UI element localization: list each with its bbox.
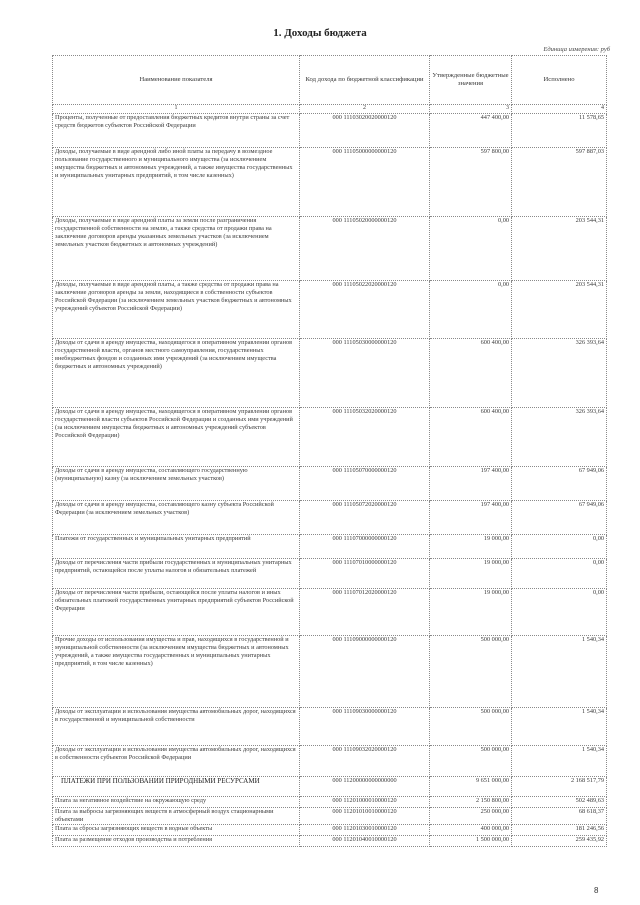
row-code: 000 11201000010000120 xyxy=(300,797,430,808)
row-executed: 259 435,92 xyxy=(512,836,607,847)
row-name: Доходы, получаемые в виде арендной либо иной платы за передачу в возмездное пользование государственного и муниципального имущества (за исключением имущества бюджетных и автономных учреждений, а также имущества государственных и муниципальных унитарных предприятий, в том числе казенных) xyxy=(53,148,300,217)
table-row xyxy=(53,501,607,535)
row-approved: 500 000,00 xyxy=(430,746,512,777)
table-row xyxy=(53,589,607,636)
row-code: 000 11109030000000120 xyxy=(300,708,430,746)
table-row xyxy=(53,408,607,467)
table-row xyxy=(53,217,607,281)
row-executed: 0,00 xyxy=(512,535,607,559)
row-code: 000 11105020000000120 xyxy=(300,217,430,281)
row-name: Доходы от перечисления части прибыли государственных и муниципальных унитарных предприятий, остающейся после уплаты налогов и обязательных платежей xyxy=(53,559,300,589)
row-approved: 1 500 000,00 xyxy=(430,836,512,847)
row-approved: 19 000,00 xyxy=(430,589,512,636)
table-row xyxy=(53,281,607,339)
table-row xyxy=(53,535,607,559)
row-executed: 67 949,06 xyxy=(512,501,607,535)
column-number-row xyxy=(53,105,607,114)
table-row xyxy=(53,559,607,589)
row-code: 000 11107010000000120 xyxy=(300,559,430,589)
row-code: 000 11105022020000120 xyxy=(300,281,430,339)
row-code: 000 11201040010000120 xyxy=(300,836,430,847)
unit-label: Единица измерения: руб xyxy=(543,46,610,53)
row-code: 000 11105072020000120 xyxy=(300,501,430,535)
row-code: 000 11107012020000120 xyxy=(300,589,430,636)
row-executed: 0,00 xyxy=(512,589,607,636)
row-executed: 326 393,64 xyxy=(512,339,607,408)
row-approved: 2 150 800,00 xyxy=(430,797,512,808)
row-executed: 2 168 517,79 xyxy=(512,777,607,797)
table-row xyxy=(53,746,607,777)
table-row-section xyxy=(53,777,607,797)
column-number: 2 xyxy=(300,105,430,114)
row-approved: 0,00 xyxy=(430,281,512,339)
column-number: 1 xyxy=(53,105,300,114)
row-code: 000 11201010010000120 xyxy=(300,808,430,825)
row-executed: 181 246,56 xyxy=(512,825,607,836)
row-name: Доходы от эксплуатации и использования имущества автомобильных дорог, находящихся в государственной и муниципальной собственности xyxy=(53,708,300,746)
row-approved: 197 400,00 xyxy=(430,467,512,501)
row-code: 000 11109032020000120 xyxy=(300,746,430,777)
row-executed: 1 540,34 xyxy=(512,708,607,746)
table-row xyxy=(53,148,607,217)
row-name: Доходы, получаемые в виде арендной платы, а также средства от продажи права на заключение договоров аренды за земли, находящиеся в собственности субъектов Российской Федерации (за исключением земельных участков бюджетных и автономных учреждений субъектов Российской Федерации) xyxy=(53,281,300,339)
row-name: Доходы от сдачи в аренду имущества, составляющего государственную (муниципальную) казну (за исключением земельных участков) xyxy=(53,467,300,501)
row-name: Платежи от государственных и муниципальных унитарных предприятий xyxy=(53,535,300,559)
row-name: Проценты, полученные от предоставления бюджетных кредитов внутри страны за счет средств бюджетов субъектов Российской Федерации xyxy=(53,114,300,148)
row-code: 000 11103020020000120 xyxy=(300,114,430,148)
row-executed: 68 618,37 xyxy=(512,808,607,825)
row-name: Доходы от перечисления части прибыли, остающейся после уплаты налогов и иных обязательных платежей государственных унитарных предприятий субъектов Российской Федерации xyxy=(53,589,300,636)
column-number: 4 xyxy=(512,105,607,114)
row-name: Доходы от сдачи в аренду имущества, находящегося в оперативном управлении органов государственной власти субъектов Российской Федерации и созданных ими учреждений (за исключением имущества бюджетных и автономных учреждений субъектов Российской Федерации) xyxy=(53,408,300,467)
row-code: 000 11107000000000120 xyxy=(300,535,430,559)
row-approved: 500 000,00 xyxy=(430,708,512,746)
row-name: ПЛАТЕЖИ ПРИ ПОЛЬЗОВАНИИ ПРИРОДНЫМИ РЕСУРСАМИ xyxy=(53,777,300,797)
table-row xyxy=(53,339,607,408)
row-name: Плата за сбросы загрязняющих веществ в водные объекты xyxy=(53,825,300,836)
row-approved: 250 000,00 xyxy=(430,808,512,825)
header-name: Наименование показателя xyxy=(53,56,300,105)
row-approved: 600 400,00 xyxy=(430,408,512,467)
row-executed: 11 578,65 xyxy=(512,114,607,148)
row-approved: 9 651 000,00 xyxy=(430,777,512,797)
table-header-row xyxy=(53,56,607,105)
row-executed: 326 393,64 xyxy=(512,408,607,467)
row-executed: 1 540,34 xyxy=(512,746,607,777)
row-approved: 597 800,00 xyxy=(430,148,512,217)
row-executed: 203 544,31 xyxy=(512,281,607,339)
row-code: 000 11201030010000120 xyxy=(300,825,430,836)
row-name: Доходы от сдачи в аренду имущества, находящегося в оперативном управлении органов государственной власти, органов местного самоуправления, государственных внебюджетных фондов и созданных ими учреждений (за исключением имущества бюджетных и автономных учреждений) xyxy=(53,339,300,408)
row-name: Плата за выбросы загрязняющих веществ в атмосферный воздух стационарными объектами xyxy=(53,808,300,825)
row-approved: 19 000,00 xyxy=(430,559,512,589)
header-executed: Исполнено xyxy=(512,56,607,105)
row-approved: 447 400,00 xyxy=(430,114,512,148)
table-row xyxy=(53,114,607,148)
page-number: 8 xyxy=(594,886,599,895)
row-name: Прочие доходы от использования имущества и прав, находящихся в государственной и муниципальной собственности (за исключением имущества бюджетных и автономных учреждений, а также имущества государственных и муниципальных унитарных предприятий, в том числе казенных) xyxy=(53,636,300,708)
row-approved: 197 400,00 xyxy=(430,501,512,535)
row-approved: 400 000,00 xyxy=(430,825,512,836)
row-name: Доходы от эксплуатации и использования имущества автомобильных дорог, находящихся в собственности субъектов Российской Федерации xyxy=(53,746,300,777)
row-name: Плата за негативное воздействие на окружающую среду xyxy=(53,797,300,808)
row-executed: 502 489,63 xyxy=(512,797,607,808)
header-code: Код дохода по бюджетной классификации xyxy=(300,56,430,105)
row-approved: 500 000,00 xyxy=(430,636,512,708)
row-code: 000 11105000000000120 xyxy=(300,148,430,217)
row-approved: 600 400,00 xyxy=(430,339,512,408)
row-executed: 597 887,03 xyxy=(512,148,607,217)
row-name: Доходы от сдачи в аренду имущества, составляющего казну субъекта Российской Федерации (за исключением земельных участков) xyxy=(53,501,300,535)
row-code: 000 11105032020000120 xyxy=(300,408,430,467)
table-row xyxy=(53,467,607,501)
row-executed: 0,00 xyxy=(512,559,607,589)
table-row xyxy=(53,808,607,825)
row-approved: 0,00 xyxy=(430,217,512,281)
table-row xyxy=(53,708,607,746)
table-row xyxy=(53,636,607,708)
row-name: Доходы, получаемые в виде арендной платы за земли после разграничения государственной собственности на землю, а также средства от продажи права на заключение договоров аренды указанных земельных участков (за исключением земельных участков бюджетных и автономных учреждений) xyxy=(53,217,300,281)
row-code: 000 11105030000000120 xyxy=(300,339,430,408)
header-approved: Утвержденные бюджетные значения xyxy=(430,56,512,105)
table-row xyxy=(53,797,607,808)
table-row xyxy=(53,825,607,836)
row-code: 000 11200000000000000 xyxy=(300,777,430,797)
row-executed: 203 544,31 xyxy=(512,217,607,281)
page-title: 1. Доходы бюджета xyxy=(273,27,367,39)
row-executed: 67 949,06 xyxy=(512,467,607,501)
column-number: 3 xyxy=(430,105,512,114)
row-approved: 19 000,00 xyxy=(430,535,512,559)
row-code: 000 11109000000000120 xyxy=(300,636,430,708)
row-code: 000 11105070000000120 xyxy=(300,467,430,501)
row-executed: 1 540,34 xyxy=(512,636,607,708)
table-row xyxy=(53,836,607,847)
income-table xyxy=(52,55,607,847)
row-name: Плата за размещение отходов производства и потребления xyxy=(53,836,300,847)
